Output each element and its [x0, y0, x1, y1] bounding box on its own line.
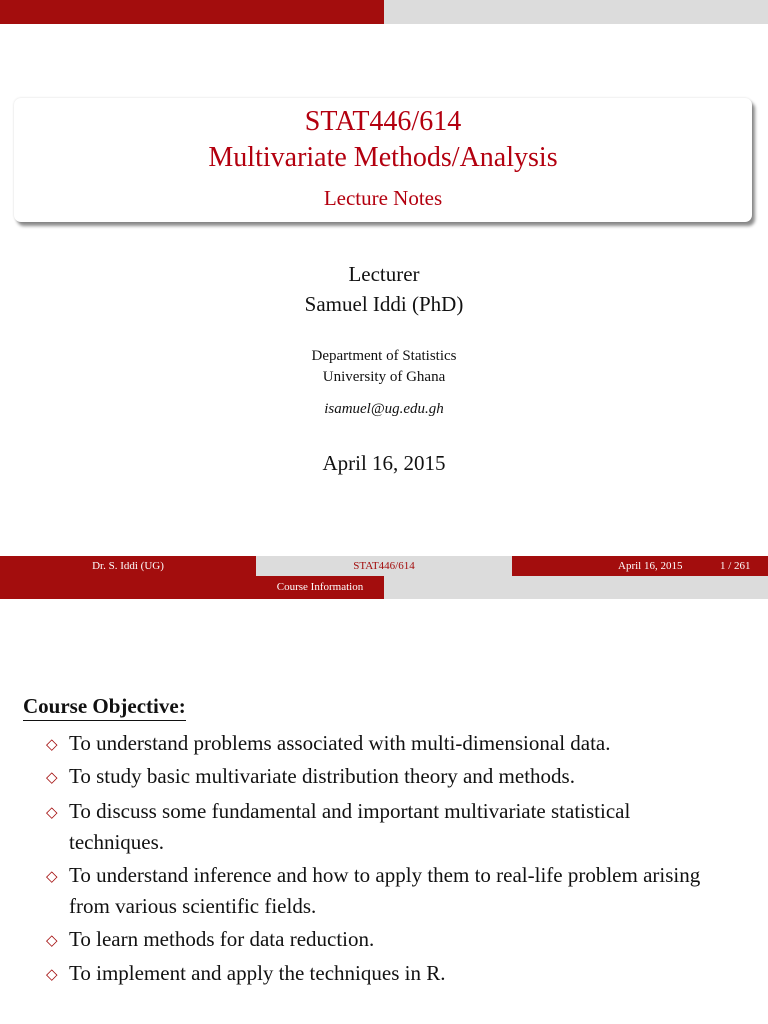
objective-heading: Course Objective: [23, 692, 186, 721]
top-bar-red [0, 0, 384, 24]
footer-date: April 16, 2015 [618, 560, 683, 572]
section-title: Course Information [276, 581, 364, 593]
diamond-bullet-icon: ◇ [46, 735, 58, 753]
presentation-date: April 16, 2015 [322, 451, 446, 475]
diamond-bullet-icon: ◇ [46, 768, 58, 786]
list-item-text: To implement and apply the techniques in R. [69, 961, 446, 985]
top-bar-grey [384, 0, 768, 24]
subtitle: Lecture Notes [323, 186, 443, 210]
list-item-text: To discuss some fundamental and important multivariate statistical techniques. [69, 799, 631, 854]
email: isamuel@ug.edu.gh [324, 401, 444, 417]
university: University of Ghana [322, 369, 446, 385]
footer-course-code: STAT446/614 [256, 556, 512, 576]
diamond-bullet-icon: ◇ [46, 965, 58, 983]
diamond-bullet-icon: ◇ [46, 931, 58, 949]
course-code-title: STAT446/614 [304, 106, 462, 137]
list-item-text: To understand problems associated with multi-dimensional data. [69, 731, 611, 755]
list-item-text: To study basic multivariate distribution theory and methods. [69, 764, 575, 788]
course-title: Multivariate Methods/Analysis [208, 142, 558, 173]
footer-right [512, 556, 768, 576]
footer-author: Dr. S. Iddi (UG) [0, 556, 256, 576]
title-box [14, 98, 752, 222]
diamond-bullet-icon: ◇ [46, 803, 58, 821]
list-item-text: To learn methods for data reduction. [69, 927, 375, 951]
footer-page-number: 1 / 261 [720, 560, 751, 572]
list-item-text: To understand inference and how to apply them to real-life problem arising from various scientific fields. [69, 863, 701, 918]
author-name: Samuel Iddi (PhD) [304, 292, 464, 316]
slide2-header-grey [384, 576, 768, 599]
department: Department of Statistics [311, 348, 457, 364]
diamond-bullet-icon: ◇ [46, 867, 58, 885]
author-role: Lecturer [348, 262, 420, 286]
